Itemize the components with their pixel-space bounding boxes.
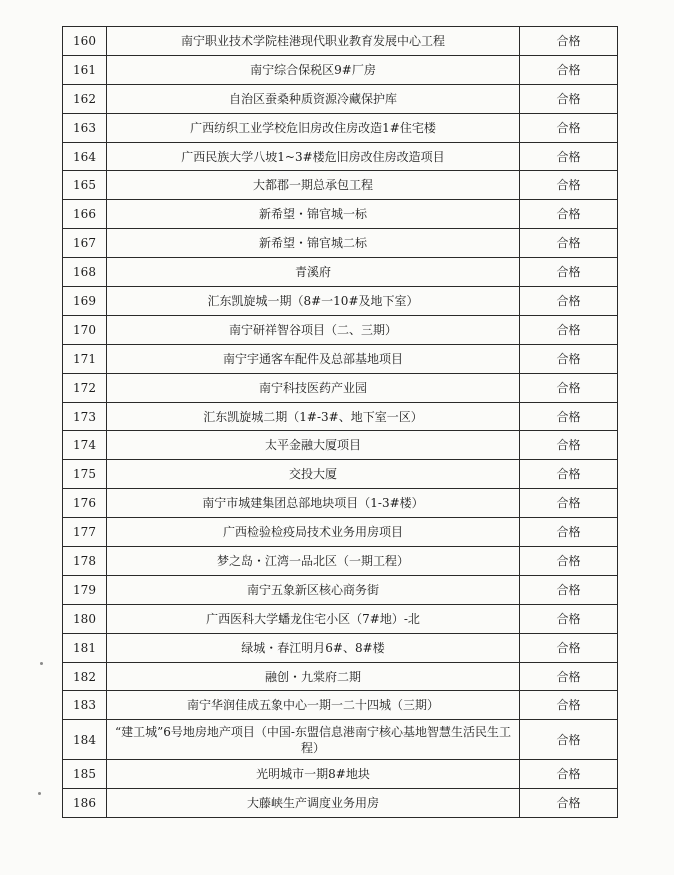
result-cell: 合格 [520,142,618,171]
table-row [63,258,618,287]
row-number: 160 [63,27,107,56]
result-cell: 合格 [520,633,618,662]
result-cell: 合格 [520,27,618,56]
project-name: 汇东凯旋城一期（8#一10#及地下室） [107,287,520,316]
table-row [63,518,618,547]
table-row [63,489,618,518]
project-name: 广西检验检疫局技术业务用房项目 [107,518,520,547]
row-number: 171 [63,344,107,373]
project-name: 南宁科技医药产业园 [107,373,520,402]
table-row [63,229,618,258]
table-row [63,633,618,662]
project-name: 广西民族大学八坡1~3#楼危旧房改住房改造项目 [107,142,520,171]
table-row [63,373,618,402]
row-number: 182 [63,662,107,691]
project-name: 南宁宇通客车配件及总部基地项目 [107,344,520,373]
table-row [63,547,618,576]
project-name: 绿城・春江明月6#、8#楼 [107,633,520,662]
project-name: 南宁综合保税区9#厂房 [107,55,520,84]
project-name: 南宁五象新区核心商务街 [107,575,520,604]
result-cell: 合格 [520,720,618,760]
row-number: 177 [63,518,107,547]
row-number: 163 [63,113,107,142]
project-name: 光明城市一期8#地块 [107,760,520,789]
row-number: 167 [63,229,107,258]
result-cell: 合格 [520,604,618,633]
row-number: 169 [63,287,107,316]
result-cell: 合格 [520,489,618,518]
row-number: 186 [63,789,107,818]
table-row [63,662,618,691]
row-number: 166 [63,200,107,229]
table-row [63,142,618,171]
result-cell: 合格 [520,113,618,142]
table-row [63,55,618,84]
project-name: 新希望・锦官城二标 [107,229,520,258]
table-row [63,460,618,489]
row-number: 174 [63,431,107,460]
table-row [63,27,618,56]
result-cell: 合格 [520,518,618,547]
row-number: 172 [63,373,107,402]
project-name: 梦之岛・江湾一品北区（一期工程） [107,547,520,576]
row-number: 179 [63,575,107,604]
row-number: 176 [63,489,107,518]
row-number: 165 [63,171,107,200]
row-number: 185 [63,760,107,789]
row-number: 181 [63,633,107,662]
project-name: 自治区蚕桑种质资源冷藏保护库 [107,84,520,113]
project-name: 太平金融大厦项目 [107,431,520,460]
row-number: 162 [63,84,107,113]
result-cell: 合格 [520,547,618,576]
result-cell: 合格 [520,200,618,229]
table-row [63,760,618,789]
table-row [63,287,618,316]
table-row [63,402,618,431]
table-row [63,200,618,229]
project-results-table [62,26,618,818]
row-number: 184 [63,720,107,760]
result-cell: 合格 [520,171,618,200]
table-row [63,431,618,460]
project-name: 大都郡一期总承包工程 [107,171,520,200]
row-number: 178 [63,547,107,576]
row-number: 164 [63,142,107,171]
row-number: 183 [63,691,107,720]
project-name: 新希望・锦官城一标 [107,200,520,229]
result-cell: 合格 [520,662,618,691]
project-name: 大藤峡生产调度业务用房 [107,789,520,818]
row-number: 173 [63,402,107,431]
result-cell: 合格 [520,84,618,113]
project-name: 南宁市城建集团总部地块项目（1-3#楼） [107,489,520,518]
row-number: 180 [63,604,107,633]
project-name: 交投大厦 [107,460,520,489]
project-name: 广西医科大学蟠龙住宅小区（7#地）-北 [107,604,520,633]
result-cell: 合格 [520,402,618,431]
table-row [63,789,618,818]
result-cell: 合格 [520,691,618,720]
project-name: “建工城”6号地房地产项目（中国-东盟信息港南宁核心基地智慧生活民生工程） [107,720,520,760]
project-name: 南宁华润佳成五象中心一期一二十四城（三期） [107,691,520,720]
scan-speck [38,792,41,795]
project-name: 广西纺织工业学校危旧房改住房改造1#住宅楼 [107,113,520,142]
row-number: 161 [63,55,107,84]
table-row [63,315,618,344]
table-row [63,720,618,760]
table-row [63,171,618,200]
result-cell: 合格 [520,575,618,604]
table-row [63,575,618,604]
table-row [63,604,618,633]
result-cell: 合格 [520,460,618,489]
result-cell: 合格 [520,229,618,258]
table-row [63,344,618,373]
result-cell: 合格 [520,789,618,818]
result-cell: 合格 [520,258,618,287]
result-cell: 合格 [520,315,618,344]
row-number: 175 [63,460,107,489]
project-name: 南宁职业技术学院桂港现代职业教育发展中心工程 [107,27,520,56]
table-row [63,691,618,720]
project-name: 汇东凯旋城二期（1#-3#、地下室一区） [107,402,520,431]
result-cell: 合格 [520,55,618,84]
result-cell: 合格 [520,431,618,460]
row-number: 168 [63,258,107,287]
row-number: 170 [63,315,107,344]
project-name: 融创・九棠府二期 [107,662,520,691]
result-cell: 合格 [520,344,618,373]
project-name: 青溪府 [107,258,520,287]
result-cell: 合格 [520,760,618,789]
scan-speck [40,662,43,665]
table-row [63,113,618,142]
result-cell: 合格 [520,287,618,316]
project-name: 南宁研祥智谷项目（二、三期） [107,315,520,344]
result-cell: 合格 [520,373,618,402]
table-row [63,84,618,113]
